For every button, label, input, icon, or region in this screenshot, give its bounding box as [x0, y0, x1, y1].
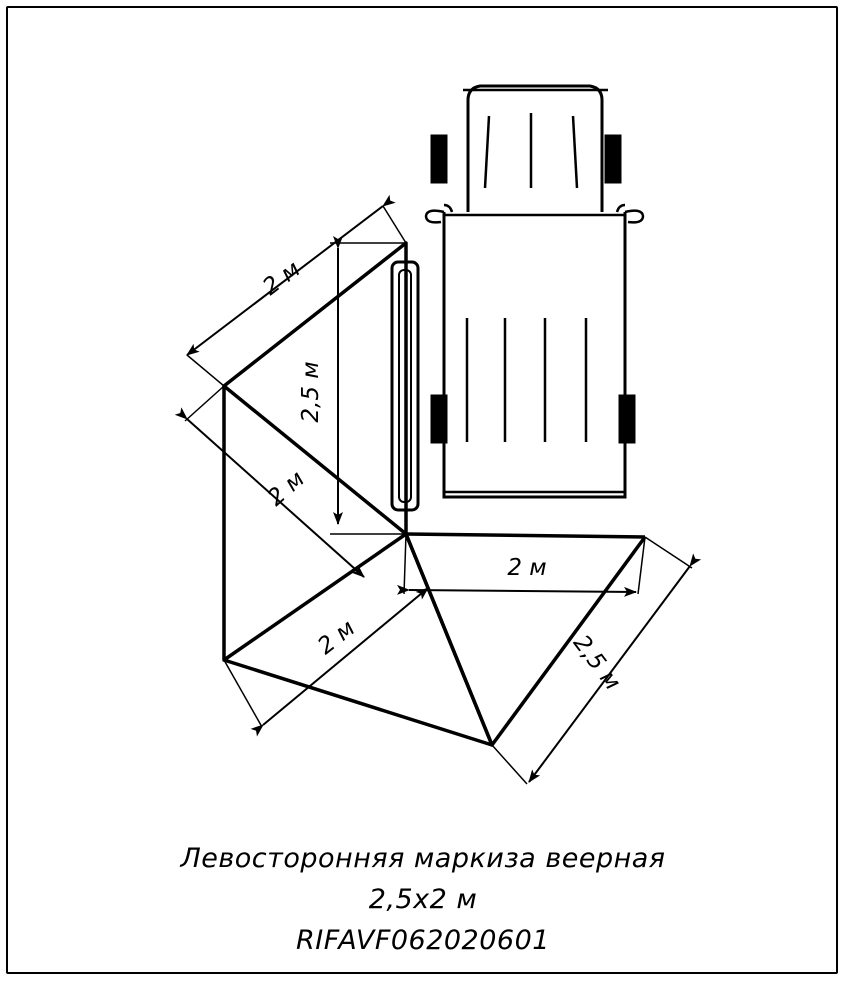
- dimension-label-middle-left: 2 м: [263, 466, 310, 512]
- caption-line-2: 2,5х2 м: [368, 884, 478, 915]
- caption-line-1: Левосторонняя маркиза веерная: [180, 843, 666, 874]
- dimension-labels: [258, 256, 625, 695]
- dimension-lines: [185, 206, 692, 784]
- dimension-label-upper-left: 2 м: [258, 256, 306, 301]
- caption: [0, 838, 846, 961]
- dimension-label-right-diagonal: 2,5 м: [567, 630, 626, 696]
- vehicle-top-view: [426, 86, 643, 497]
- caption-line-3: RIFAVF062020601: [296, 925, 550, 956]
- dimension-label-vertical: 2,5 м: [298, 361, 324, 423]
- dimension-label-lower-left: 2 м: [313, 615, 361, 660]
- dimension-label-right: 2 м: [507, 555, 547, 581]
